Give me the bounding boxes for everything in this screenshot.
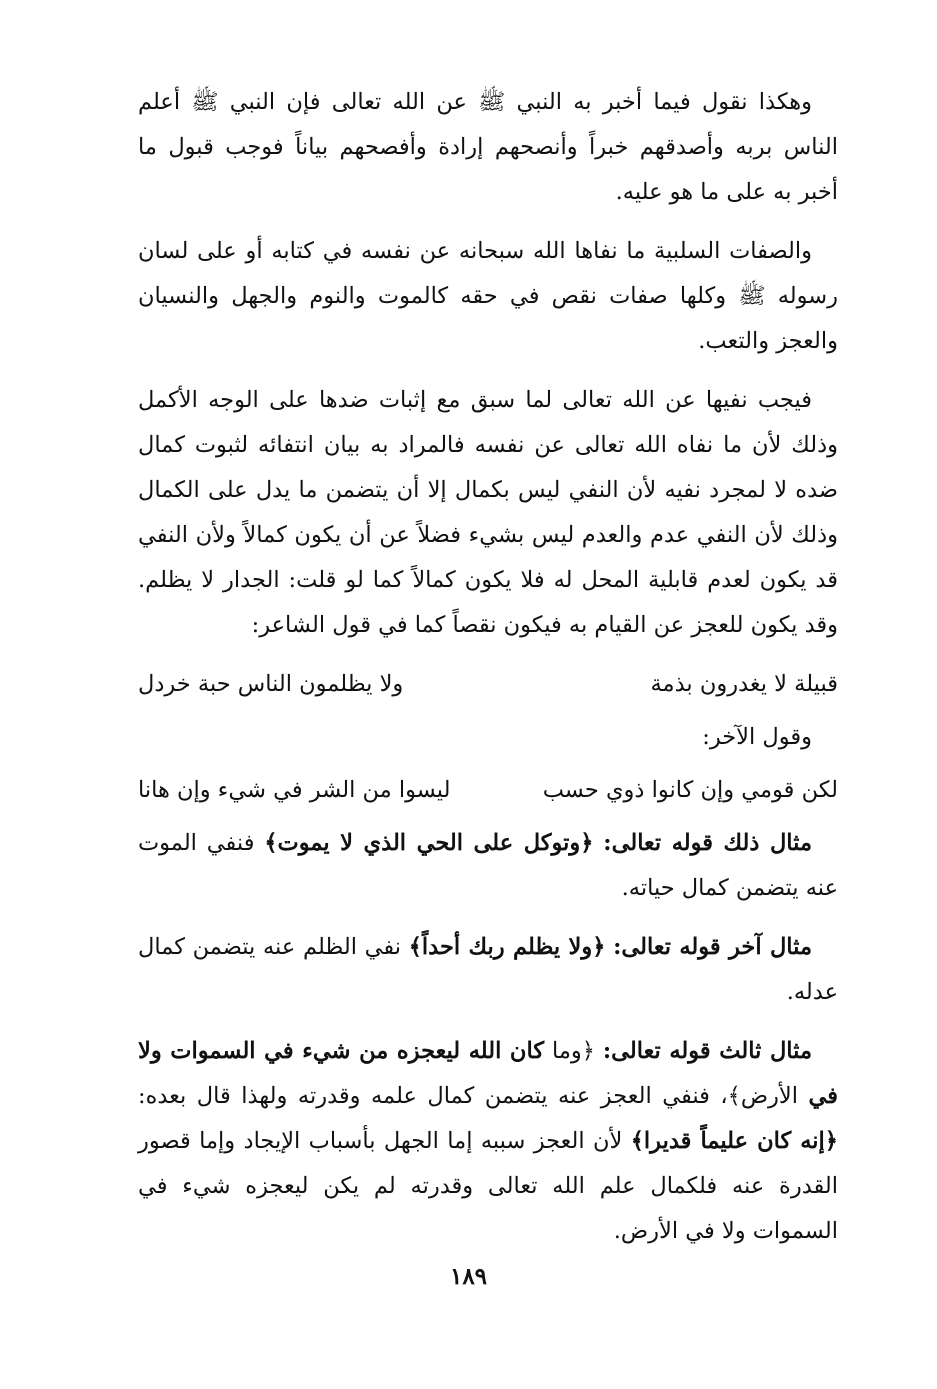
example-3-quote-bold: كان الله ليعجزه من شيء في السموات ولا في (138, 1038, 839, 1109)
poem-verse-1 (138, 662, 838, 707)
example-3-middle: فنفي العجز عنه يتضمن كمال علمه وقدرته ولهذا قال بعده: (138, 1083, 710, 1109)
example-3-quote-start: ﴿وما (551, 1038, 595, 1064)
example-3 (138, 1029, 838, 1254)
example-1 (138, 821, 838, 911)
example-3-quote-2: ﴿إنه كان عليماً قديرا﴾ (630, 1128, 838, 1154)
verse-2-first-hemistich: لكن قومي وإن كانوا ذوي حسب (542, 777, 838, 803)
example-1-label: مثال ذلك قوله تعالى: (603, 830, 812, 856)
example-2-quote: ﴿ولا يظلم ربك أحداً﴾ (408, 934, 606, 960)
verse-2-second-hemistich: ليسوا من الشر في شيء وإن هانا (138, 777, 451, 803)
paragraph-prophet-knowledge: وهكذا نقول فيما أخبر به النبي ﷺ عن الله تعالى فإن النبي ﷺ أعلم الناس بربه وأصدقهم خبراً وأنصحهم إرادة وأفصحهم بياناً فوجب قبول ما أخبر به على ما هو عليه. (138, 89, 838, 205)
example-2-rest: نفي الظلم عنه يتضمن كمال عدله. (138, 934, 838, 1005)
example-1-quote: ﴿وتوكل على الحي الذي لا يموت﴾ (264, 830, 594, 856)
paragraph-negative-attributes: والصفات السلبية ما نفاها الله سبحانه عن نفسه في كتابه أو على لسان رسوله ﷺ وكلها صفات نقص في حقه كالموت والنوم والجهل والنسيان والعجز والتعب. (138, 238, 838, 354)
poem-verse-2 (138, 768, 838, 813)
example-3-rest: لأن العجز سببه إما الجهل بأسباب الإيجاد وإما قصور القدرة عنه فلكمال علم الله تعالى وقدرته لم يكن ليعجزه شيء في السموات ولا في الأرض. (138, 1128, 838, 1244)
verse-1-first-hemistich: قبيلة لا يغدرون بذمة (650, 671, 838, 697)
page-body (138, 80, 838, 1254)
example-2-label: مثال آخر قوله تعالى: (613, 934, 813, 960)
example-3-label: مثال ثالث قوله تعالى: (602, 1038, 813, 1064)
paragraph-negation-explanation: فيجب نفيها عن الله تعالى لما سبق مع إثبات ضدها على الوجه الأكمل وذلك لأن ما نفاه الله تعالى عن نفسه فالمراد به بيان انتفائه لثبوت كمال ضده لا لمجرد نفيه لأن النفي ليس بكمال إلا أن يتضمن ما يدل على الكمال وذلك لأن النفي عدم والعدم ليس بشيء فضلاً عن أن يكون كمالاً ولأن النفي قد يكون لعدم قابلية المحل له فلا يكون كمالاً كما لو قلت: الجدار لا يظلم. وقد يكون للعجز عن القيام به فيكون نقصاً كما في قول الشاعر: (138, 387, 838, 638)
example-1-rest: فنفي الموت عنه يتضمن كمال حياته. (138, 830, 838, 901)
page-number: ١٨٩ (449, 1263, 488, 1290)
example-2 (138, 925, 838, 1015)
verse-1-second-hemistich: ولا يظلمون الناس حبة خردل (138, 671, 404, 697)
other-poet-intro: وقول الآخر: (702, 724, 812, 750)
example-3-quote-end: الأرض﴾، (720, 1083, 798, 1109)
